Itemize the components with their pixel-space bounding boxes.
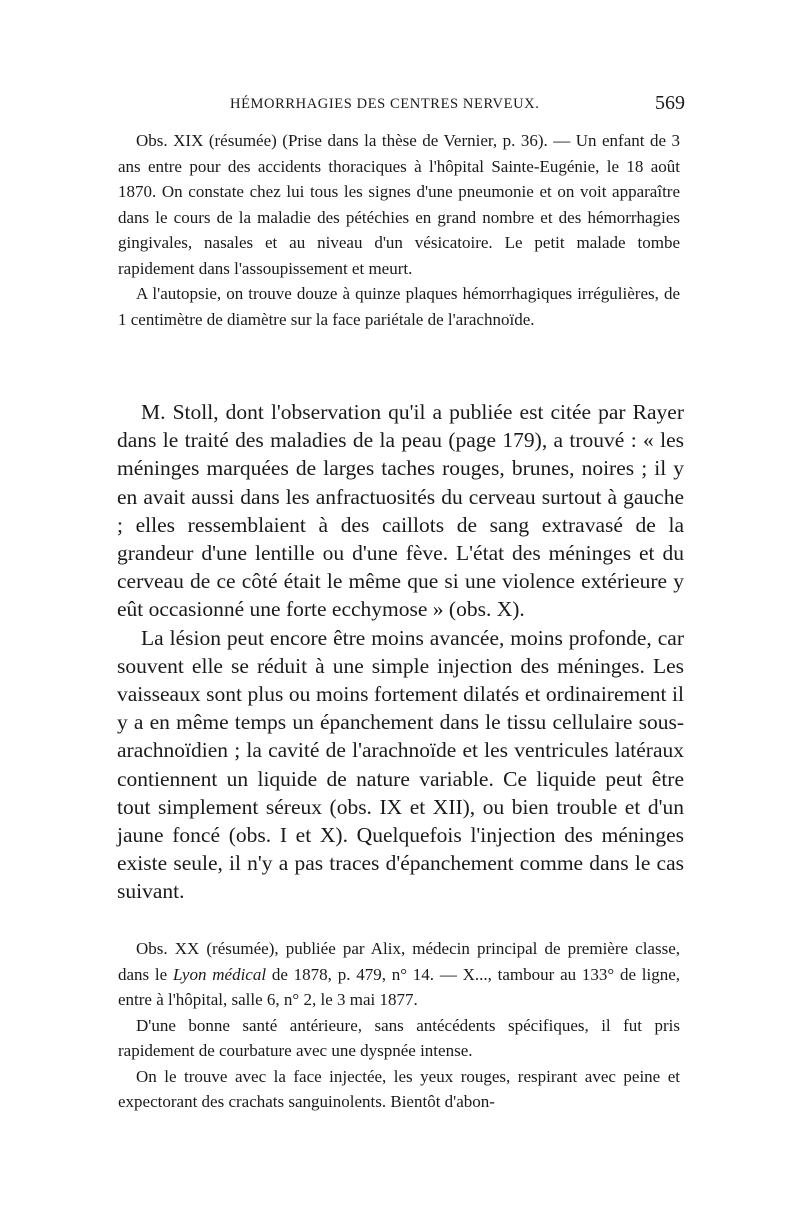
obs20-paragraph-1 (118, 936, 680, 1013)
obs20-text-a: Obs. XX (résumée), publiée par Alix, médecin principal de première classe, dans le (118, 939, 680, 984)
body-paragraph-2: La lésion peut encore être moins avancée, moins profonde, car souvent elle se réduit à une simple injection des méninges. Les vaisseaux sont plus ou moins fortement dilatés et ordinairement il y a en même temps un épanchement dans le tissu cellulaire sous-arachnoïdien ; la cavité de l'arachnoïde et les ventricules latéraux contiennent un liquide de nature variable. Ce liquide peut être tout simplement séreux (obs. IX et XII), ou bien trouble et d'un jaune foncé (obs. I et X). Quelquefois l'injection des méninges existe seule, il n'y a pas traces d'épanchement comme dans le cas suivant. (117, 625, 684, 904)
main-text (117, 398, 684, 906)
obs20-paragraph-3: On le trouve avec la face injectée, les yeux rouges, respirant avec peine et expectorant des crachats sanguinolents. Bientôt d'abon- (118, 1066, 680, 1111)
running-title: HÉMORRHAGIES DES CENTRES NERVEUX. (230, 96, 540, 112)
obs19-paragraph-2: A l'autopsie, on trouve douze à quinze plaques hémorrhagiques irrégulières, de 1 centimètre de diamètre sur la face pariétale de l'arachnoïde. (118, 284, 680, 329)
page-number: 569 (655, 92, 685, 114)
obs19-paragraph-1: Obs. XIX (résumée) (Prise dans la thèse de Vernier, p. 36). — Un enfant de 3 ans entre pour des accidents thoraciques à l'hôpital Sainte-Eugénie, le 18 août 1870. On constate chez lui tous les signes d'une pneumonie et on voit apparaître dans le cours de la maladie des pétéchies en grand nombre et des hémorrhagies gingivales, nasales et au niveau d'un vésicatoire. Le petit malade tombe rapidement dans l'assoupissement et meurt. (118, 131, 680, 278)
observation-20 (118, 936, 680, 1115)
obs20-text-b: de 1878, p. 479, n° 14. — X..., tambour au 133° de ligne, entre à l'hôpital, salle 6, n° 2, le 3 mai 1877. (118, 964, 681, 1009)
journal-title: Lyon médical (172, 964, 267, 984)
body-paragraph-1: M. Stoll, dont l'observation qu'il a publiée est citée par Rayer dans le traité des maladies de la peau (page 179), a trouvé : « les méninges marquées de larges taches rouges, brunes, noires ; il y en avait aussi dans les anfractuosités du cerveau surtout à gauche ; elles ressemblaient à des caillots de sang extravasé de la grandeur d'une lentille ou d'une fève. L'état des méninges et du cerveau de ce côté était le même que si une violence extérieure y eût occasionné une forte ecchymose » (obs. X). (117, 400, 684, 622)
observation-19 (118, 128, 680, 332)
page-header (118, 92, 693, 120)
obs20-paragraph-2: D'une bonne santé antérieure, sans antécédents spécifiques, il fut pris rapidement de courbature avec une dyspnée intense. (118, 1015, 680, 1060)
